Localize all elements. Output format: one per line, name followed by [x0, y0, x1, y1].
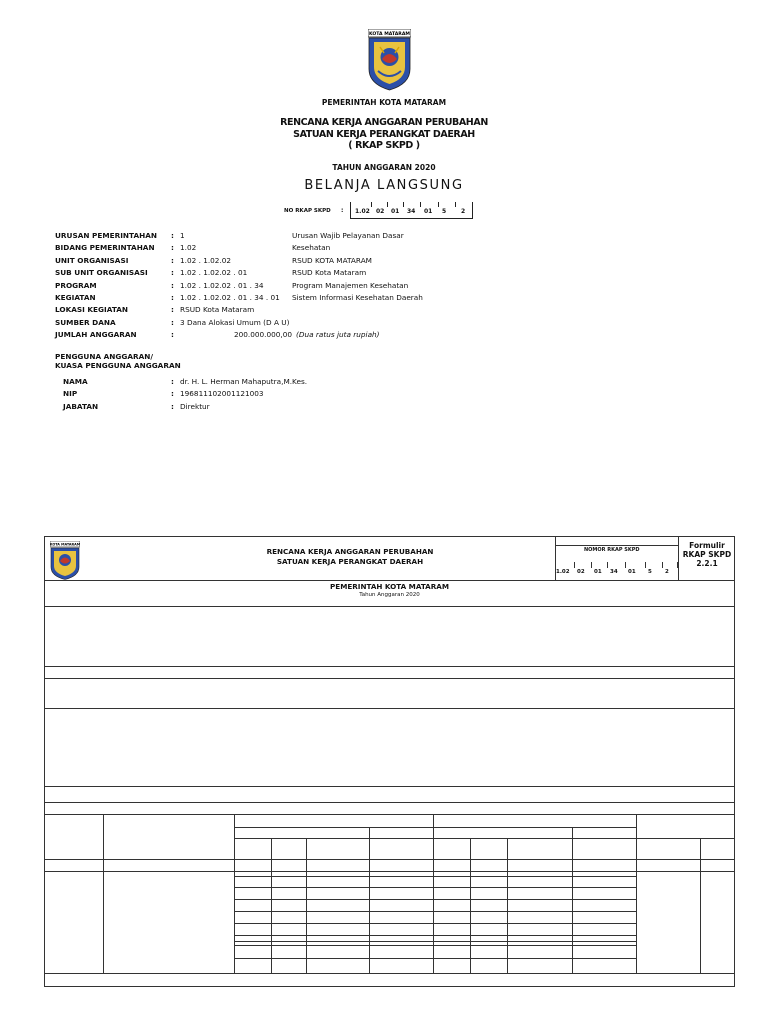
info-colon: : [171, 231, 174, 240]
form-code-divider [574, 562, 575, 568]
form-code-segment: 01 [628, 569, 636, 575]
form-emblem [50, 541, 80, 580]
info-code: 3 Dana Alokasi Umum (D A U) [180, 317, 290, 327]
rkap-code-divider [371, 202, 372, 207]
formulir-form-name: RKAP SKPD [682, 550, 732, 559]
info-label: LOKASI KEGIATAN [55, 305, 128, 315]
form-grid-column-rule [103, 814, 104, 973]
info-description: Urusan Wajib Pelayanan Dasar [292, 231, 404, 240]
document-title-line-3: ( RKAP SKPD ) [348, 140, 420, 151]
rkap-code-divider [387, 202, 388, 207]
form-code-divider [645, 562, 646, 568]
info-label: SUMBER DANA [55, 317, 116, 327]
info-colon: : [171, 292, 174, 302]
form-grid-rule [234, 945, 636, 946]
formulir-number: 2.2.1 [696, 559, 718, 568]
info-description: RSUD KOTA MATARAM [292, 255, 372, 265]
section-title: BELANJA LANGSUNG [304, 178, 464, 193]
form-grid-rule [45, 708, 734, 709]
form-emblem-label: KOTA MATARAM [50, 542, 80, 547]
form-grid-rule [234, 923, 636, 924]
info-colon: : [171, 243, 174, 253]
info-label: PROGRAM [55, 280, 97, 290]
form-grid-rule [45, 786, 734, 787]
rkap-code-segment: 2 [461, 208, 466, 215]
form-code-segment: 1.02 [556, 569, 570, 575]
form-title-line-1: RENCANA KERJA ANGGARAN PERUBAHAN [266, 547, 434, 556]
form-grid-rule [234, 911, 636, 912]
form-grid-rule [234, 935, 636, 936]
rkap-code-segment: 01 [391, 208, 400, 215]
info-colon: : [171, 317, 174, 327]
jumlah-anggaran-colon: : [171, 330, 174, 340]
form-grid-rule [45, 814, 734, 815]
form-grid-column-rule [555, 537, 556, 580]
official-value: dr. H. L. Herman Mahaputra,M.Kes. [180, 377, 308, 386]
form-code-divider [662, 562, 663, 568]
info-description: RSUD Kota Mataram [292, 268, 367, 278]
form-grid-rule [234, 887, 636, 888]
info-code: 1 [180, 231, 185, 240]
form-code-segment: 02 [577, 569, 585, 575]
form-grid-rule [234, 876, 636, 877]
info-code: RSUD Kota Mataram [180, 305, 255, 315]
info-colon: : [171, 305, 174, 315]
form-grid-rule [45, 802, 734, 803]
form-grid-rule [234, 941, 636, 942]
form-grid-column-rule [572, 827, 573, 973]
budget-user-heading-line-1: PENGGUNA ANGGARAN/ [55, 352, 154, 361]
form-rkap-number-label: NOMOR RKAP SKPD [584, 547, 640, 553]
form-grid-column-rule [678, 537, 679, 580]
rkap-code-divider [403, 202, 404, 207]
formulir-label: Formulir [689, 541, 725, 550]
form-fiscal-year: Tahun Anggaran 2020 [359, 592, 420, 598]
form-grid-column-rule [369, 827, 370, 973]
budget-user-heading [55, 352, 181, 370]
form-code-divider [591, 562, 592, 568]
info-description: Program Manajemen Kesehatan [292, 280, 409, 290]
form-code-segment: 5 [648, 569, 652, 575]
form-title-line-2: SATUAN KERJA PERANGKAT DAERAH [276, 557, 424, 566]
document-title-line-1: RENCANA KERJA ANGGARAN PERUBAHAN [280, 117, 488, 128]
rkap-code-segment: 02 [376, 208, 385, 215]
rkap-number-box [350, 202, 473, 219]
info-colon: : [171, 255, 174, 265]
info-label: UNIT ORGANISASI [55, 255, 129, 265]
info-colon: : [171, 280, 174, 290]
official-label: NIP [63, 389, 78, 399]
info-code: 1.02 . 1.02.02 . 01 [180, 268, 248, 278]
rkap-code-segment: 01 [424, 208, 433, 215]
budget-user-heading-line-2: KUASA PENGGUNA ANGGARAN [55, 361, 181, 370]
rkap-number-label: NO RKAP SKPD [284, 208, 331, 214]
form-code-segment: 2 [665, 569, 669, 575]
form-code-segment: 34 [610, 569, 618, 575]
form-grid-rule [45, 871, 734, 872]
official-value: 196811102001121003 [180, 389, 264, 399]
document-title-line-2: SATUAN KERJA PERANGKAT DAERAH [293, 129, 475, 140]
rkap-form-2-2-1 [44, 536, 735, 987]
form-grid-rule [45, 859, 734, 860]
official-value: Direktur [180, 401, 210, 411]
government-heading: PEMERINTAH KOTA MATARAM [321, 98, 447, 107]
info-colon: : [171, 268, 174, 278]
official-colon: : [171, 377, 174, 386]
form-grid-rule [45, 666, 734, 667]
info-description: Sistem Informasi Kesehatan Daerah [292, 292, 423, 302]
official-colon: : [171, 389, 174, 399]
info-code: 1.02 . 1.02.02 [180, 255, 232, 265]
amount-in-words: (Dua ratus juta rupiah) [296, 330, 380, 340]
form-government-heading: PEMERINTAH KOTA MATARAM [330, 582, 449, 591]
rkap-number-colon: : [341, 207, 344, 214]
info-code: 1.02 [180, 243, 197, 253]
form-grid-rule [555, 545, 678, 546]
official-colon: : [171, 401, 174, 411]
amount: 200.000.000,00 [234, 330, 293, 340]
info-code: 1.02 . 1.02.02 . 01 . 34 . 01 [180, 292, 280, 302]
jumlah-anggaran-value [234, 329, 380, 342]
form-grid-rule [45, 606, 734, 607]
rkap-code-segment: 34 [407, 208, 416, 215]
form-code-block [681, 541, 733, 568]
official-label: NAMA [63, 377, 88, 386]
rkap-code-segment: 5 [442, 208, 447, 215]
form-code-segment: 01 [594, 569, 602, 575]
info-description: Kesehatan [292, 243, 331, 253]
form-grid-rule [45, 678, 734, 679]
official-label: JABATAN [63, 401, 99, 411]
rkap-code-divider [420, 202, 421, 207]
info-label: URUSAN PEMERINTAHAN [55, 231, 157, 240]
info-label: KEGIATAN [55, 292, 96, 302]
rkap-code-divider [455, 202, 456, 207]
jumlah-anggaran-label: JUMLAH ANGGARAN [55, 330, 137, 340]
fiscal-year: TAHUN ANGGARAN 2020 [332, 163, 436, 172]
info-label: SUB UNIT ORGANISASI [55, 268, 148, 278]
emblem-label: KOTA MATARAM [369, 32, 410, 37]
form-code-divider [625, 562, 626, 568]
rkap-code-segment: 1.02 [355, 208, 370, 215]
form-code-divider [607, 562, 608, 568]
form-grid-rule [234, 838, 734, 839]
form-grid-rule [45, 973, 734, 974]
info-code: 1.02 . 1.02.02 . 01 . 34 [180, 280, 264, 290]
form-grid-rule [234, 958, 636, 959]
form-grid-rule [45, 580, 734, 581]
form-grid-rule [234, 827, 636, 828]
info-label: BIDANG PEMERINTAHAN [55, 243, 155, 253]
rkap-code-divider [438, 202, 439, 207]
form-grid-rule [234, 899, 636, 900]
city-emblem [368, 29, 411, 91]
